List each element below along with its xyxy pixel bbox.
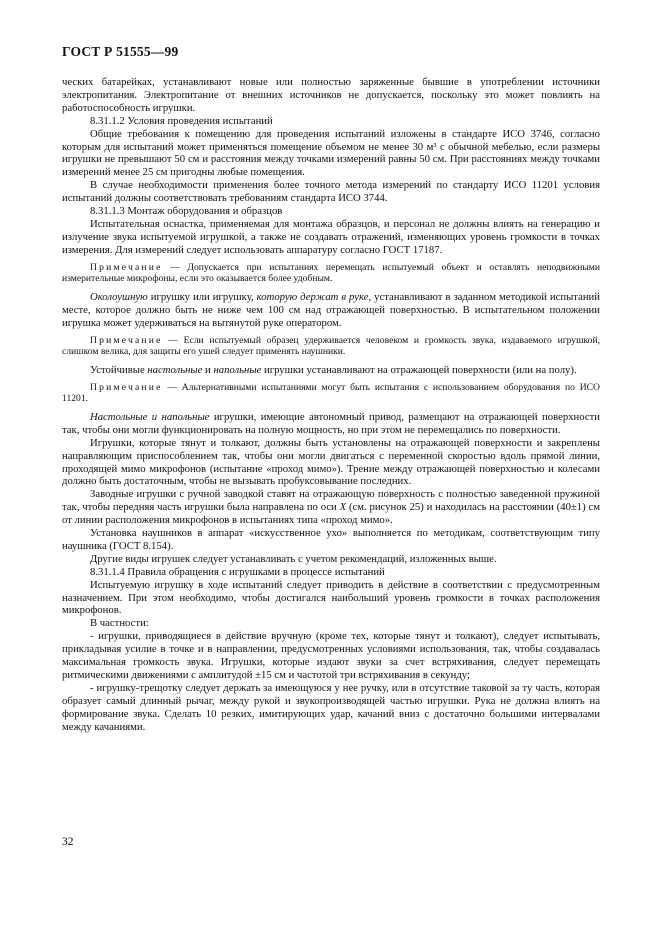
italic-term: Околоушную (90, 290, 148, 303)
italic-term: настольные (147, 363, 203, 376)
section-heading: 8.31.1.3 Монтаж оборудования и образцов (90, 205, 283, 218)
paragraph (62, 291, 600, 330)
note-label: Примечание (90, 261, 163, 273)
italic-term: напольные (213, 363, 262, 376)
text-run: Устойчивые (90, 363, 148, 376)
section-heading: 8.31.1.2 Условия проведения испытаний (90, 114, 273, 127)
italic-term: которую держат в руке, (256, 290, 372, 303)
text-run: игрушки устанавливают на отражающей поверхности (или на полу). (261, 363, 577, 376)
paragraph: Другие виды игрушек следует устанавливать с учетом рекомендаций, изложенных выше. (90, 552, 497, 565)
paragraph: Испытуемую игрушку в ходе испытаний следует приводить в действие в соответствии с предусмотренным назначением. При этом необходимо, чтобы достигался наибольший уровень громкости в точках расположения микрофонов. (62, 578, 600, 617)
note (62, 262, 600, 285)
list-item: - игрушки, приводящиеся в действие вручную (кроме тех, которые тянут и толкают), следует испытывать, прикладывая усилие в точке и в направлении, предусмотренных условиями использования, так, чтобы создавалась максимальная громкость звука. Игрушки, которые издают звуки за счет встряхивания, следует перемещать ритмическими движениями с амплитудой ±15 см и частотой три встряхивания в секунду; (62, 630, 600, 681)
paragraph: В частности: (90, 617, 149, 630)
text-run: игрушки, имеющие автономный привод, размещают на отражающей поверхности так, чтобы они могли функционировать на полную мощность, но при этом не перемещались по поверхности. (62, 410, 600, 436)
paragraph (62, 364, 600, 377)
note (62, 335, 600, 358)
text-run: игрушку или игрушку, (147, 290, 257, 303)
text-run: Заводные игрушки с ручной заводкой ставят на отражающую поверхность с полностью заведенной пружиной так, чтобы передняя часть игрушки была направлена по оси (62, 488, 600, 514)
note-label: Примечание (90, 381, 163, 393)
document-body (62, 76, 600, 734)
note-text: — Альтернативными испытаниями могут быть испытания с использованием оборудования по ИСО 11201. (62, 381, 600, 405)
text-run: (см. рисунок 25) и находилась на расстоянии (40±1) см от линии расположения микрофонов в испытаниях типа «проход мимо». (62, 501, 600, 527)
standard-header: ГОСТ Р 51555—99 (62, 44, 179, 59)
note-label: Примечание (90, 334, 163, 346)
note-text: — Допускается при испытаниях перемещать испытуемый объект и оставлять неподвижными измерительные микрофоны, если это оказывается более удобным. (62, 261, 600, 285)
italic-term: X (339, 501, 347, 514)
paragraph (62, 411, 600, 437)
paragraph (62, 488, 600, 527)
section-heading: 8.31.1.4 Правила обращения с игрушками в процессе испытаний (90, 565, 385, 578)
paragraph: В случае необходимости применения более точного метода измерений по стандарту ИСО 11201 условия испытаний должны соответствовать требованиям стандарта ИСО 3744. (62, 179, 600, 205)
italic-term: Настольные и напольные (90, 410, 210, 423)
paragraph: ческих батарейках, устанавливают новые или полностью заряженные бывшие в употреблении источники электропитания. Электропитание от внешних источников не допускается, поскольку это может повлиять на работоспособность игрушки. (62, 76, 600, 114)
list-item: - игрушку-трещотку следует держать за имеющуюся у нее ручку, или в отсутствие таковой за ту часть, которая образует самый длинный рычаг, между рукой и звукопроизводящей частью игрушки. Рука не должна влиять на формирование звука. Сделать 10 резких, имитирующих удар, качаний вниз с достаточно большими интервалами между качаниями. (62, 681, 600, 733)
paragraph: Игрушки, которые тянут и толкают, должны быть установлены на отражающей поверхности и закреплены направляющим приспособлением так, чтобы они могли двигаться с переменной скоростью вдоль прямой линии, проходящей мимо микрофонов (испытание «проход мимо»). Трение между отражающей поверхностью и колесами должно быть достаточным, чтобы не вызывать пробуксовывание последних. (62, 436, 600, 488)
note-text: — Если испытуемый образец удерживается человеком и громкость звука, издаваемого игрушкой, слишком велика, для защиты его ушей следует применять наушники. (62, 334, 600, 358)
paragraph: Установка наушников в аппарат «искусственное ухо» выполняется по методикам, соответствующим типу наушника (ГОСТ 8.154). (62, 527, 600, 552)
text-run: устанавливают в заданном методикой испытаний месте, которое должно быть не ниже чем 100 см над отражающей поверхностью. В испытательном положении игрушка может удерживаться на вытянутой руке оператором. (62, 290, 600, 329)
paragraph: Общие требования к помещению для проведения испытаний изложены в стандарте ИСО 3746, согласно которым для испытаний может применяться помещение объемом не менее 30 м³ с обычной мебелью, если размеры игрушки не превышают 50 см и расстояния между точками измерений равны 50 см. При расстояниях между точками измерений менее 25 см пригодны любые помещения. (62, 127, 600, 179)
paragraph: Испытательная оснастка, применяемая для монтажа образцов, и персонал не должны влиять на генерацию и излучение звука испытуемой игрушкой, а также не создавать отражений, изменяющих уровень громкости в точках измерения. Для измерений следует использовать аппаратуру согласно ГОСТ 17187. (62, 217, 600, 256)
page-number: 32 (62, 836, 74, 848)
text-run: и (202, 363, 214, 376)
note (62, 382, 600, 405)
